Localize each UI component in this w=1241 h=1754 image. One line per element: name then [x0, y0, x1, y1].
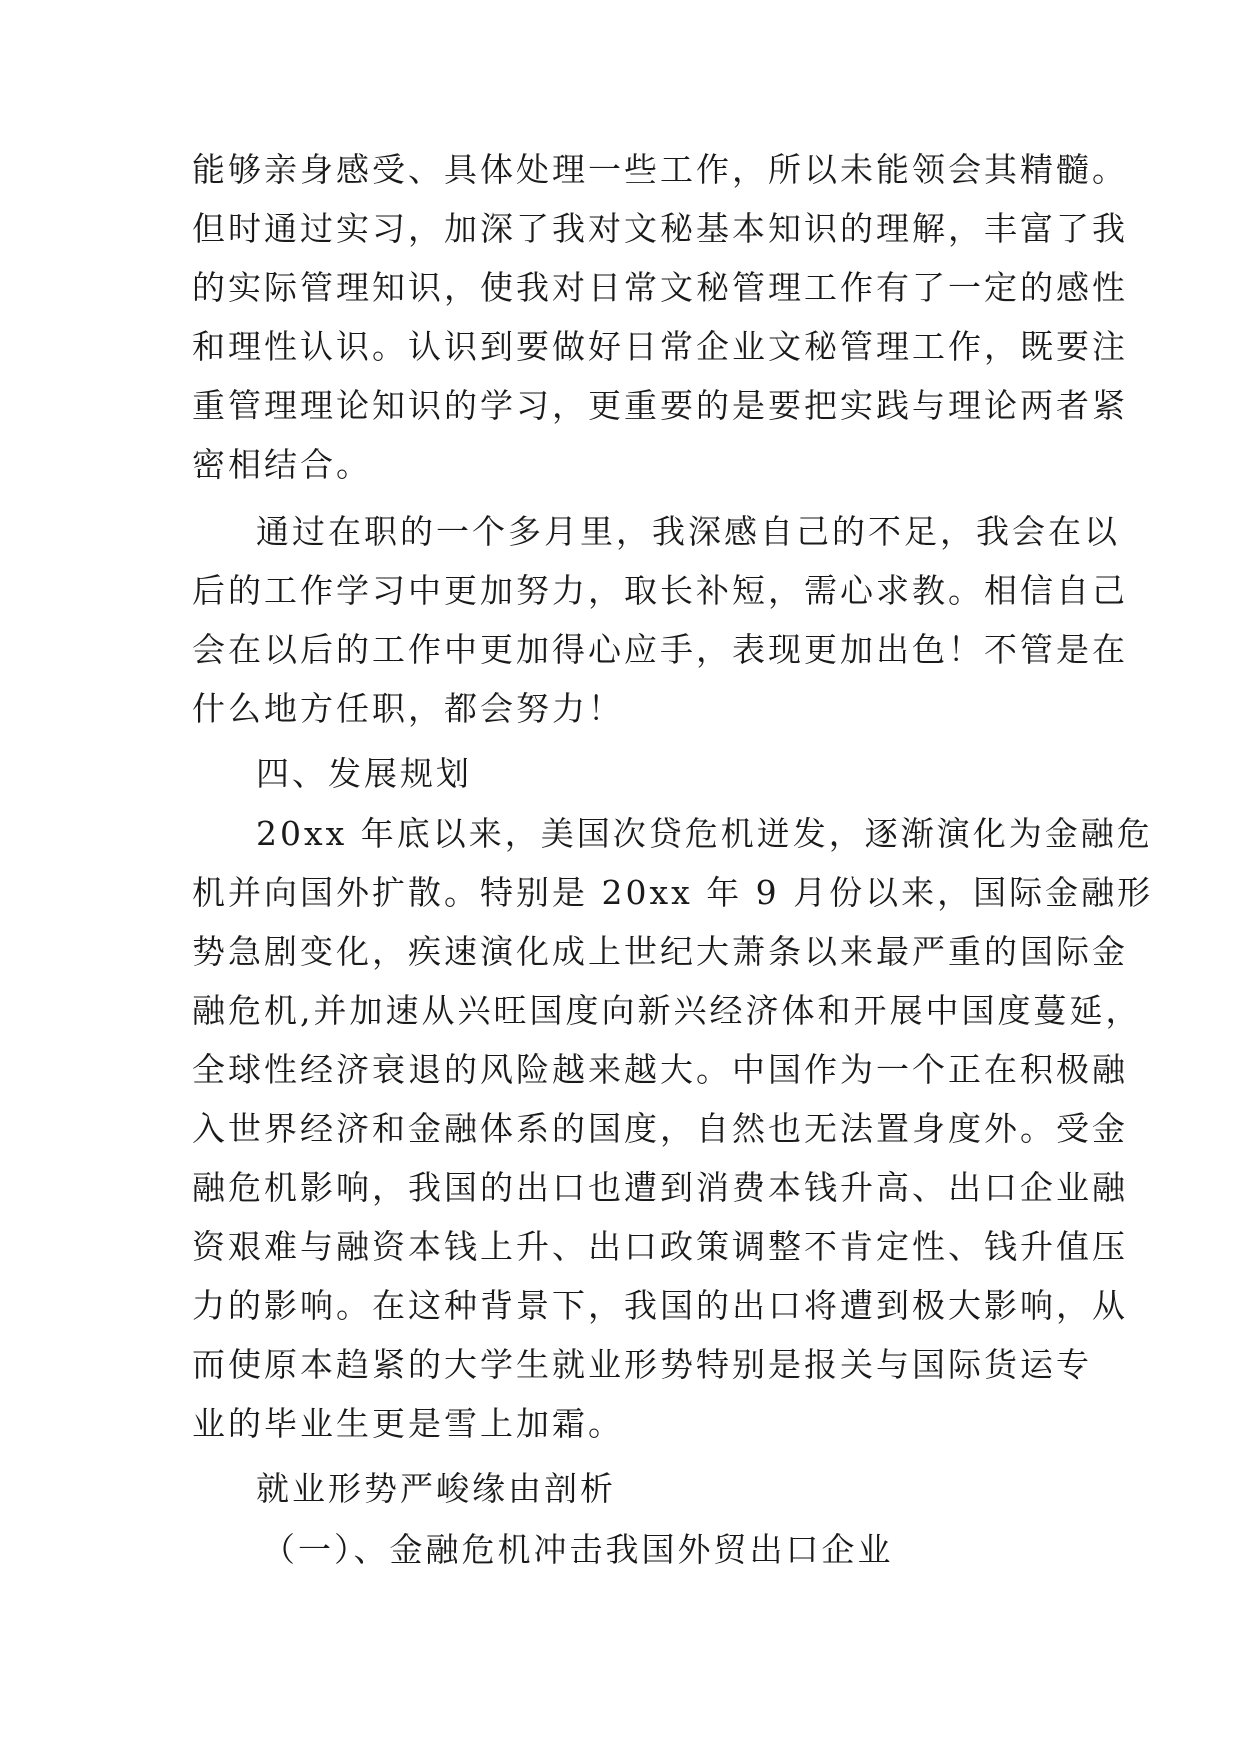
paragraph-line: 入世界经济和金融体系的国度，自然也无法置身度外。受金	[192, 1109, 1128, 1148]
paragraph-line: 融危机影响，我国的出口也遭到消费本钱升高、出口企业融	[192, 1168, 1128, 1207]
paragraph-line: 通过在职的一个多月里，我深感自己的不足，我会在以	[256, 512, 1120, 551]
paragraph-line: 和理性认识。认识到要做好日常企业文秘管理工作，既要注	[192, 327, 1128, 366]
paragraph-line: 全球性经济衰退的风险越来越大。中国作为一个正在积极融	[192, 1050, 1128, 1089]
paragraph-line: 20xx 年底以来，美国次贷危机迸发，逐渐演化为金融危	[256, 814, 1153, 853]
paragraph-line: 融危机,并加速从兴旺国度向新兴经济体和开展中国度蔓延，	[192, 991, 1142, 1030]
subsection-heading: （一）、金融危机冲击我国外贸出口企业	[262, 1530, 894, 1569]
paragraph-line: 后的工作学习中更加努力，取长补短，需心求教。相信自己	[192, 571, 1128, 610]
paragraph-line: 但时通过实习，加深了我对文秘基本知识的理解，丰富了我	[192, 209, 1128, 248]
paragraph-line: 势急剧变化，疾速演化成上世纪大萧条以来最严重的国际金	[192, 932, 1128, 971]
paragraph-line: 会在以后的工作中更加得心应手，表现更加出色！不管是在	[192, 630, 1128, 669]
paragraph-line: 的实际管理知识，使我对日常文秘管理工作有了一定的感性	[192, 268, 1128, 307]
paragraph-line: 重管理理论知识的学习，更重要的是要把实践与理论两者紧	[192, 386, 1128, 425]
section-heading: 四、发展规划	[256, 754, 472, 793]
paragraph-line: 什么地方任职，都会努力！	[192, 689, 624, 728]
paragraph-line: 资艰难与融资本钱上升、出口政策调整不肯定性、钱升值压	[192, 1227, 1128, 1266]
paragraph-line: 而使原本趋紧的大学生就业形势特别是报关与国际货运专	[192, 1345, 1092, 1384]
section-heading: 就业形势严峻缘由剖析	[256, 1469, 616, 1508]
paragraph-line: 密相结合。	[192, 445, 372, 484]
paragraph-line: 能够亲身感受、具体处理一些工作，所以未能领会其精髓。	[192, 150, 1128, 189]
paragraph-line: 机并向国外扩散。特别是 20xx 年 9 月份以来，国际金融形	[192, 873, 1154, 912]
paragraph-line: 力的影响。在这种背景下，我国的出口将遭到极大影响，从	[192, 1286, 1128, 1325]
paragraph-line: 业的毕业生更是雪上加霜。	[192, 1404, 624, 1443]
